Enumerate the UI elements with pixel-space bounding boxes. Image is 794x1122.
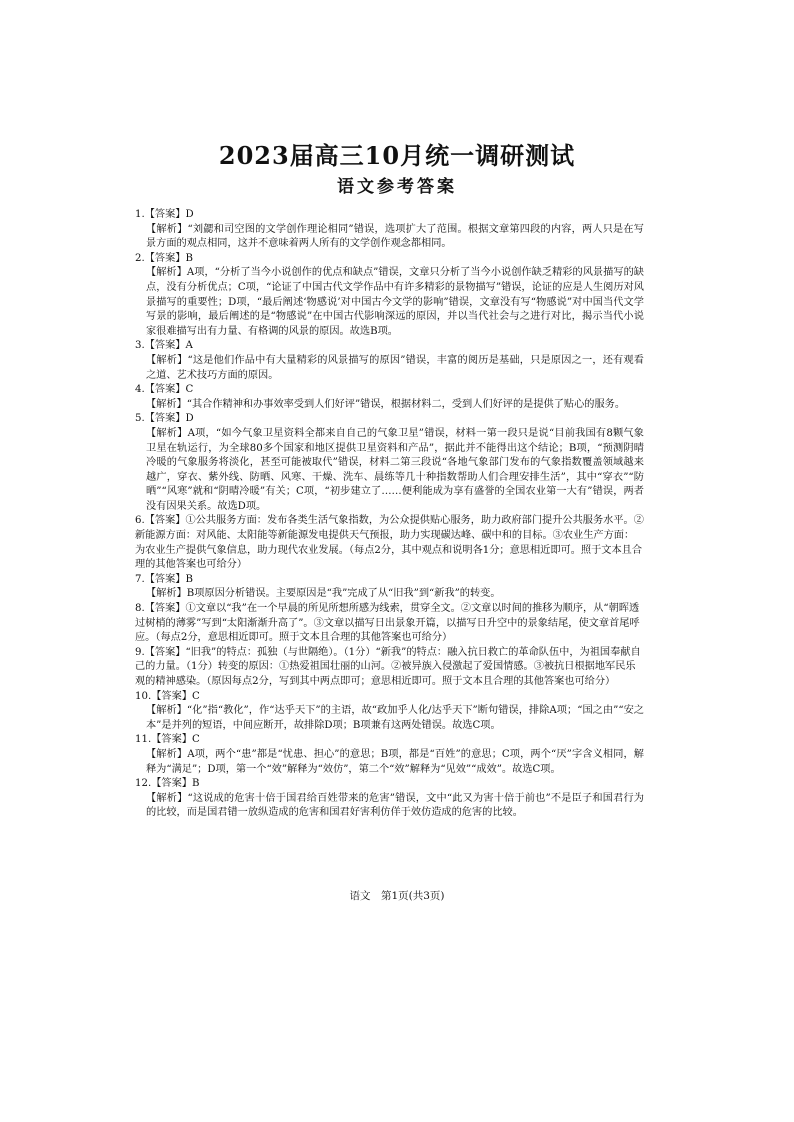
explanation-text: 【解析】A项，“如今气象卫星资料全都来自自己的气象卫星”错误，材料一第一段只是说“目前我国有8颗气象卫星在轨运行，为全球80多个国家和地区提供卫星资料和产品”，据此并不能得出这个结论；B项，“预测阴晴冷暖的气象服务将淡化，甚至可能被取代”错误，材料二第三段说“各地气象部门发布的气象指数覆盖领域越来越广，穿衣、紫外线、防晒、风寒、干燥、洗车、晨练等几十种指数帮助人们合理安排生活”，其中“穿衣”“防晒”“风寒”就和“阴晴冷暖”有关；C项，“初步建立了……便利能成为享有盛誉的全国农业第一大有”错误，两者没有因果关系。故选D项。: [146, 427, 644, 512]
answer-line: 2.【答案】B: [135, 252, 193, 264]
answer-item-7: [135, 573, 644, 602]
answer-item-10: [135, 690, 644, 734]
explanation-text: 【解析】A项，两个“患”都是“忧患、担心”的意思；B项，都是“百姓”的意思；C项，两个“厌”字含义相同，解释为“满足”；D项，第一个“效”解释为“效仿”，第二个“效”解释为“见效”“成效”。故选C项。: [146, 748, 644, 775]
answer-line: 6.【答案】①公共服务方面：发布各类生活气象指数，为公众提供贴心服务，助力政府部门提升公共服务水平。②新能源方面：对风能、太阳能等新能源发电提供天气预报，助力实现碳达峰、碳中和的目标。③农业生产方面：为农业生产提供气象信息，助力现代农业发展。（每点2分，其中观点和说明各1分；意思相近即可。照于文本且合理的其他答案也可给分）: [135, 515, 644, 571]
page-subtitle: 语文参考答案: [337, 177, 457, 197]
answer-line: 5.【答案】D: [135, 413, 194, 425]
explanation-text: 【解析】“刘勰和司空图的文学创作理论相同”错误，选项扩大了范围。根据文章第四段的内容，两人只是在写景方面的观点相同，这并不意味着两人所有的文学创作观念都相同。: [146, 223, 644, 250]
answer-item-4: [135, 383, 644, 412]
explanation-text: 【解析】“这是他们作品中有大量精彩的风景描写的原因”错误，丰富的阅历是基础，只是原因之一，还有观看之道、艺术技巧方面的原因。: [146, 354, 644, 381]
page-title: 2023届高三10月统一调研测试: [218, 141, 576, 170]
answer-item-9: [135, 646, 644, 690]
answer-line: 11.【答案】C: [135, 734, 200, 746]
answer-line: 1.【答案】D: [135, 209, 194, 220]
answer-line: 7.【答案】B: [135, 573, 193, 585]
answer-line: 8.【答案】①文章以“我”在一个早晨的所见所想所感为线索，贯穿全文。②文章以时间的推移为顺序，从“朝晖透过树梢的薄雾”写到“太阳渐渐升高了”。③文章以描写日出景象开篇，以描写日升空中的景象结尾，使文章首尾呼应。（每点2分，意思相近即可。照于文本且合理的其他答案也可给分）: [135, 603, 640, 644]
explanation-text: 【解析】A项，“分析了当今小说创作的优点和缺点”错误，文章只分析了当今小说创作缺乏精彩的风景描写的缺点，没有分析优点；C项，“论证了中国古代文学作品中有许多精彩的景物描写”错误，论证的应是人生阅历对风景描写的重要性；D项，“最后阐述‘物感说’对中国古今文学的影响”错误，文章没有写“物感说”对中国当代文学写景的影响，最后阐述的是“物感说”在中国古代影响深远的原因，并以当代社会与之进行对比，揭示当代小说家很难描写出有力量、有格调的风景的原因。故选B项。: [146, 267, 644, 337]
answer-line: 12.【答案】B: [135, 778, 200, 790]
answer-item-3: [135, 339, 644, 383]
page-footer: 语文 第1页(共3页): [349, 890, 445, 902]
answer-line: 4.【答案】C: [135, 384, 194, 396]
answer-item-6: [135, 514, 644, 572]
answer-line: 9.【答案】“旧我”的特点：孤独（与世隔绝）。（1分）“新我”的特点：融入抗日救亡的革命队伍中，为祖国奉献自己的力量。（1分）转变的原因：①热爱祖国壮丽的山河。②被异族入侵激起了爱国情感。③被抗日根据地军民乐观的精神感染。（原因每点2分，写到其中两点即可；意思相近即可。照于文本且合理的其他答案也可给分）: [135, 646, 641, 687]
answer-item-1: [135, 208, 644, 252]
answer-line: 10.【答案】C: [135, 690, 200, 702]
answer-item-5: [135, 412, 644, 514]
answer-line: 3.【答案】A: [135, 340, 193, 352]
explanation-text: 【解析】“化”指“教化”，作“达乎天下”的主语，故“政加乎人化/达乎天下”断句错误，排除A项；“国之由”“安之本”是并列的短语，中间应断开，故排除D项；B项兼有这两处错误。故选C项。: [146, 705, 644, 731]
answer-list: [135, 208, 644, 821]
answer-item-11: [135, 733, 644, 777]
explanation-text: 【解析】“这说成的危害十倍于国君给百姓带来的危害”错误，文中“此又为害十倍于前也”不是臣子和国君行为的比较，而是国君错一放纵造成的危害和国君好害利仿佯于效仿造成的危害的比较。: [146, 792, 644, 819]
answer-item-8: [135, 602, 644, 646]
answer-item-12: [135, 777, 644, 821]
answer-item-2: [135, 252, 644, 340]
explanation-text: 【解析】B项原因分析错误。主要原因是“我”完成了从“旧我”到“新我”的转变。: [146, 588, 501, 600]
explanation-text: 【解析】“其合作精神和办事效率受到人们好评”错误，根据材料二，受到人们好评的是提供了贴心的服务。: [146, 398, 626, 410]
